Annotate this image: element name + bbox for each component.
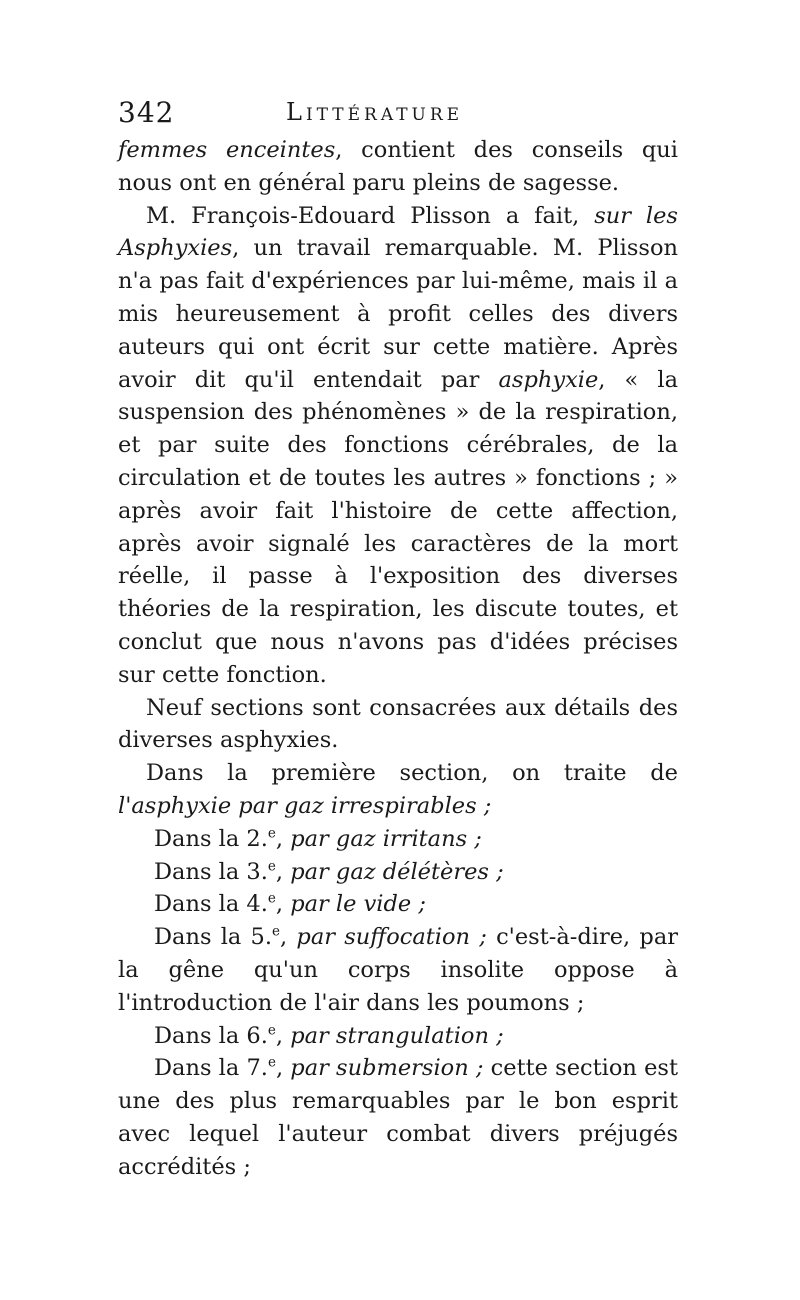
superscript: e: [272, 923, 281, 940]
paragraph-2: [118, 200, 678, 692]
superscript: e: [267, 1054, 276, 1071]
italic-phrase: sur les Asphyxies: [118, 202, 678, 262]
section-item-4: [118, 888, 678, 921]
superscript: e: [267, 1022, 276, 1039]
text-run: Dans la première section, on traite de: [146, 760, 678, 787]
italic-phrase: asphyxie: [498, 366, 599, 393]
italic-phrase: l'asphyxie par gaz irrespirables ;: [118, 792, 492, 819]
paragraph-4: [118, 757, 678, 823]
text-run: ,: [275, 858, 291, 885]
italic-phrase: par le vide ;: [290, 891, 426, 918]
text-run: ,: [280, 924, 297, 951]
italic-phrase: par gaz délétères ;: [290, 858, 504, 885]
paragraph-3: Neuf sections sont consacrées aux détails des diverses asphyxies.: [118, 694, 678, 754]
section-item-2: [118, 823, 678, 856]
text-run: cette section est une des plus remarquables par le bon esprit avec lequel l'auteur combat divers préjugés accrédités ;: [118, 1055, 678, 1180]
italic-phrase: par strangulation ;: [290, 1022, 504, 1049]
text-run: Dans la 2.: [154, 825, 268, 852]
section-item-6: [118, 1020, 678, 1053]
text-run: Dans la 7.: [154, 1055, 268, 1082]
paragraph-1: [118, 134, 678, 200]
italic-phrase: femmes enceintes: [118, 137, 336, 163]
running-title: Littérature: [286, 98, 464, 126]
section-item-5: [118, 921, 678, 1019]
italic-phrase: par suffocation ;: [296, 924, 487, 951]
italic-phrase: par submersion ;: [290, 1055, 484, 1082]
text-run: M. François-Edouard Plisson a fait,: [146, 202, 595, 229]
text-run: ,: [275, 1055, 291, 1082]
section-item-3: [118, 856, 678, 889]
text-run: ,: [275, 825, 291, 852]
superscript: e: [267, 890, 276, 907]
text-run: , un travail remarquable. M. Plisson n'a pas fait d'expériences par lui-même, mais il a mis heureusement à profit celles des divers auteurs qui ont écrit sur cette matière. Après avoir dit qu'il entendait par: [118, 235, 678, 393]
text-run: Dans la 3.: [154, 858, 268, 885]
text-run: , contient des conseils qui nous ont en général paru pleins de sagesse.: [118, 137, 678, 196]
text-run: ,: [275, 1022, 291, 1049]
section-item-7: [118, 1052, 678, 1183]
text-run: , « la suspension des phénomènes » de la respiration, et par suite des fonctions cérébrales, de la circulation et de toutes les autres » fonctions ; » après avoir fait l'histoire de cette affection, après avoir signalé les caractères de la mort réelle, il passe à l'exposition des diverses théories de la respiration, les discute toutes, et conclut que nous n'avons pas d'idées précises sur cette fonction.: [118, 366, 678, 688]
page-number: 342: [118, 96, 175, 129]
superscript: e: [267, 825, 276, 842]
text-run: Dans la 6.: [154, 1022, 268, 1049]
text-run: c'est-à-dire, par la gêne qu'un corps insolite oppose à l'introduction de l'air dans les poumons ;: [118, 924, 679, 1016]
superscript: e: [267, 858, 276, 875]
text-run: Dans la 5.: [154, 924, 273, 951]
text-run: ,: [275, 891, 291, 918]
page-header: [118, 96, 678, 136]
text-run: Dans la 4.: [154, 891, 268, 918]
body-text: [118, 134, 678, 1184]
italic-phrase: par gaz irritans ;: [290, 825, 482, 852]
